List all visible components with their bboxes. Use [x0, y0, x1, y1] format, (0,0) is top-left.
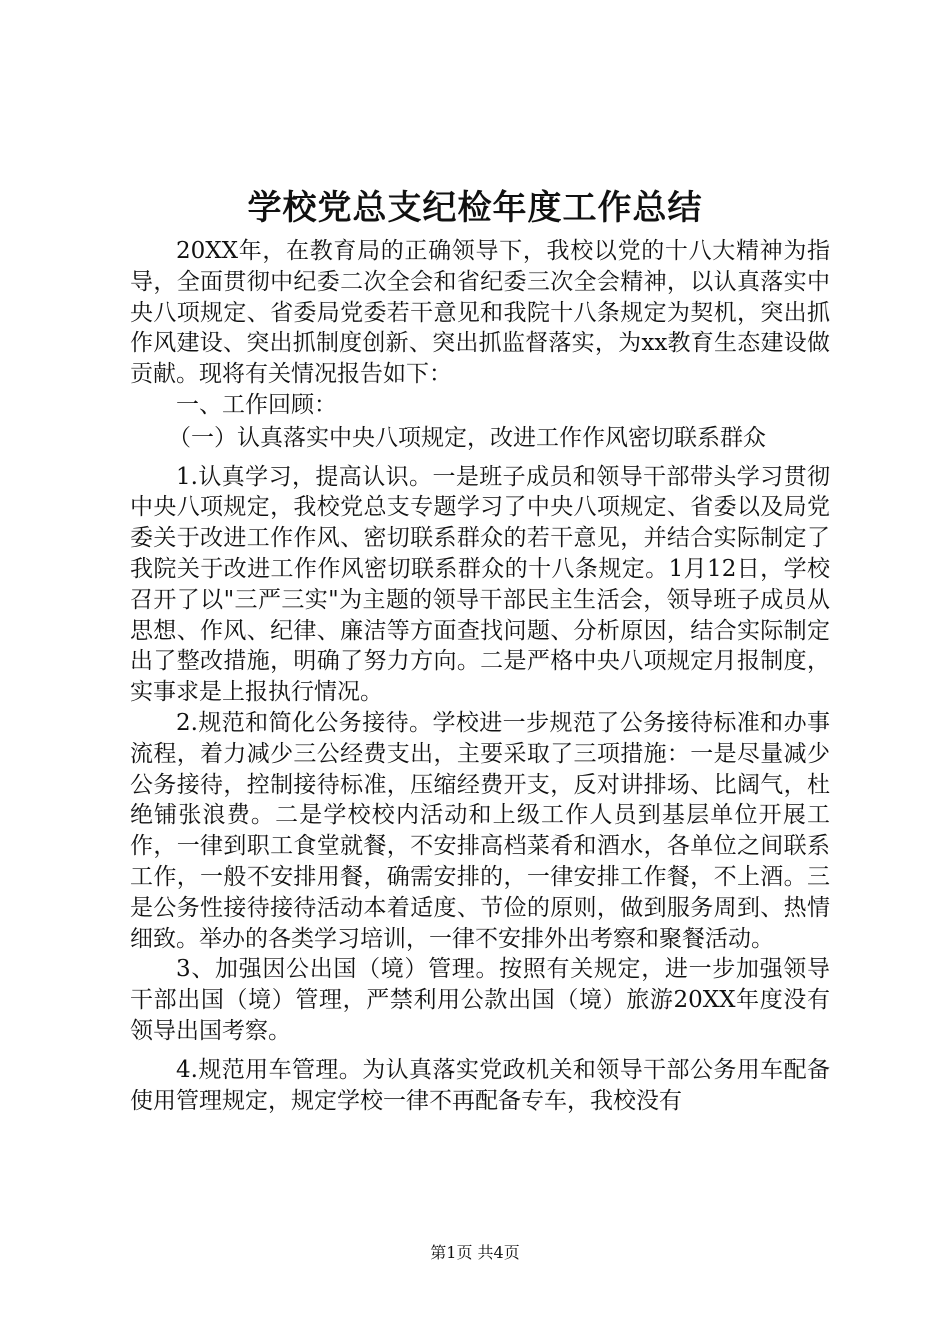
intro-paragraph: 20XX年，在教育局的正确领导下，我校以党的十八大精神为指导，全面贯彻中纪委二次全会和省纪委三次全会精神，以认真落实中央八项规定、省委局党委若干意见和我院十八条规定为契机，突出抓作风建设、突出抓制度创新、突出抓监督落实，为xx教育生态建设做贡献。现将有关情况报告如下：: [130, 238, 830, 388]
subsection-heading: （一）认真落实中央八项规定，改进工作作风密切联系群众: [168, 424, 766, 451]
item-paragraph-4: 4.规范用车管理。为认真落实党政机关和领导干部公务用车配备使用管理规定，规定学校一律不再配备专车，我校没有: [130, 1056, 830, 1114]
document-title: 学校党总支纪检年度工作总结: [247, 188, 703, 228]
item-paragraph-2: 2.规范和简化公务接待。学校进一步规范了公务接待标准和办事流程，着力减少三公经费支出，主要采取了三项措施：一是尽量减少公务接待，控制接待标准，压缩经费开支，反对讲排场、比阔气，杜绝铺张浪费。二是学校校内活动和上级工作人员到基层单位开展工作，一律到职工食堂就餐，不安排高档菜肴和酒水，各单位之间联系工作，一般不安排用餐，确需安排的，一律安排工作餐，不上酒。三是公务性接待接待活动本着适度、节俭的原则，做到服务周到、热情细致。举办的各类学习培训，一律不安排外出考察和聚餐活动。: [130, 709, 830, 952]
item-paragraph-1: 1.认真学习，提高认识。一是班子成员和领导干部带头学习贯彻中央八项规定，我校党总支专题学习了中央八项规定、省委以及局党委关于改进工作作风、密切联系群众的若干意见，并结合实际制定了我院关于改进工作作风密切联系群众的十八条规定。1月12日，学校召开了以"三严三实"为主题的领导干部民主生活会，领导班子成员从思想、作风、纪律、廉洁等方面查找问题、分析原因，结合实际制定出了整改措施，明确了努力方向。二是严格中央八项规定月报制度，实事求是上报执行情况。: [130, 463, 830, 706]
page-number: 第1页 共4页: [430, 1243, 520, 1262]
section-heading: 一、工作回顾：: [176, 391, 337, 418]
item-paragraph-3: 3、加强因公出国（境）管理。按照有关规定，进一步加强领导干部出国（境）管理，严禁利用公款出国（境）旅游20XX年度没有领导出国考察。: [130, 956, 830, 1044]
document-body: [130, 236, 830, 1116]
